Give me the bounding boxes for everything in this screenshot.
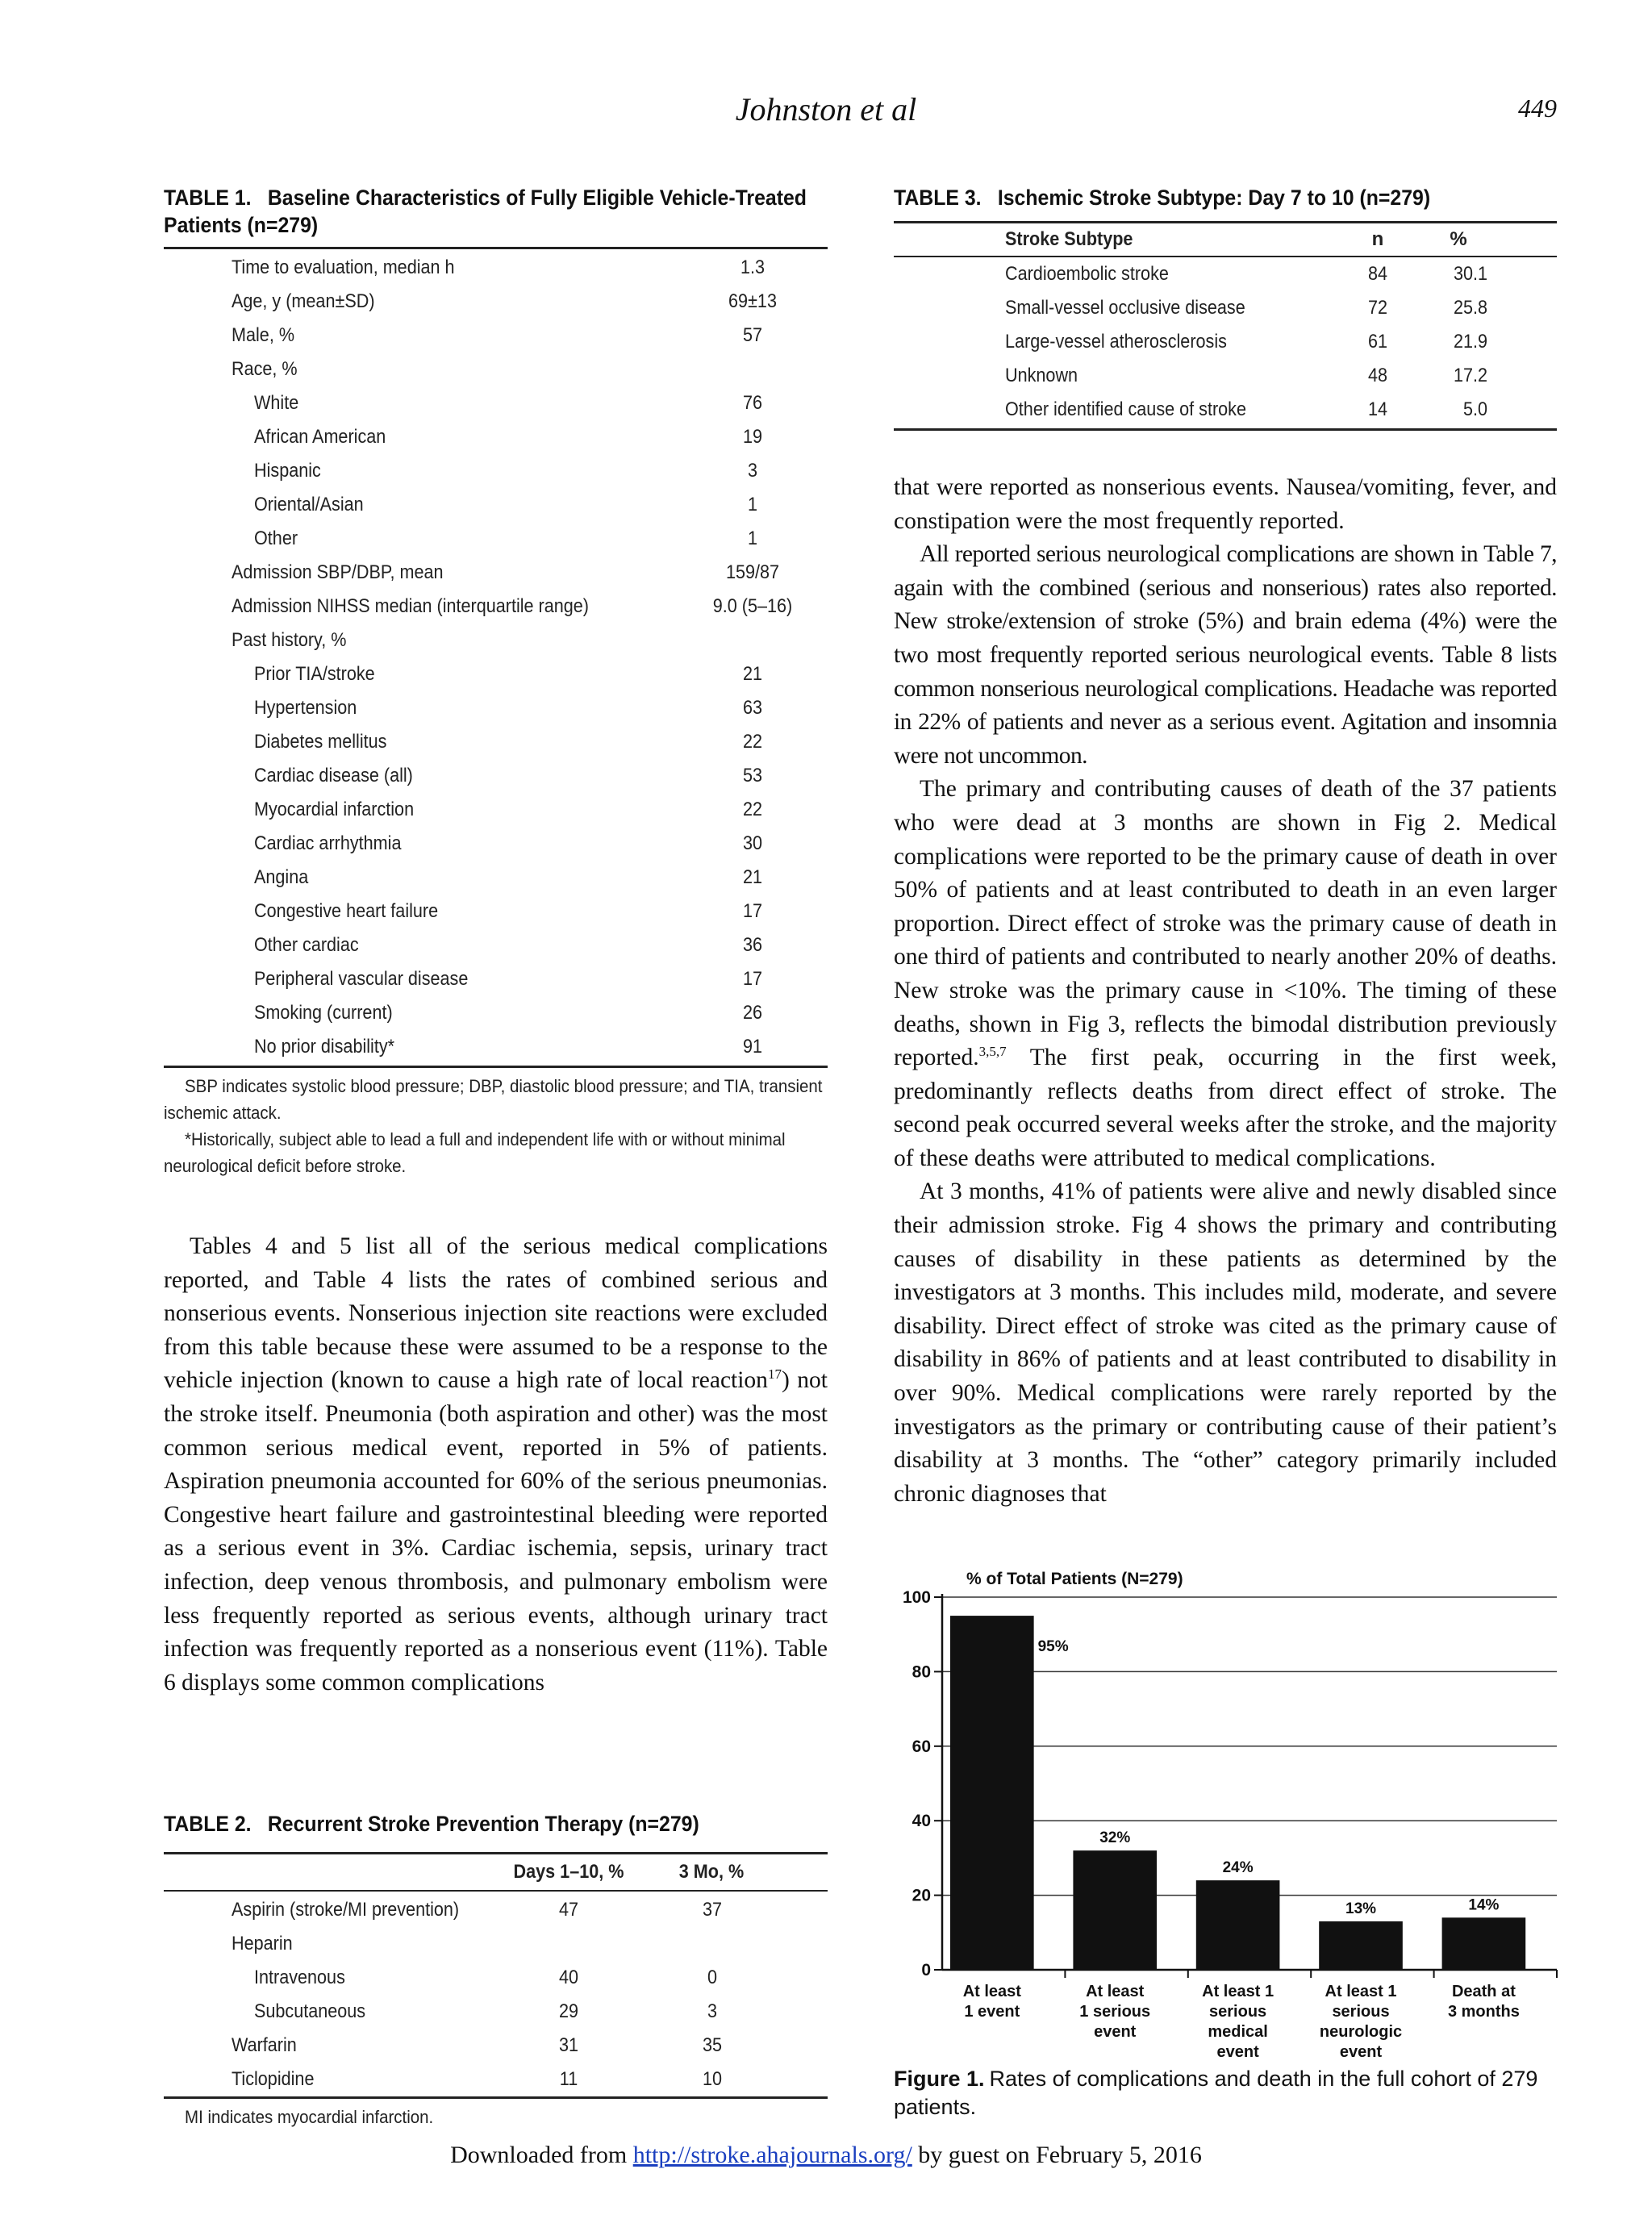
- table-1-row-label: Congestive heart failure: [254, 900, 439, 922]
- table-1-row-label: Diabetes mellitus: [254, 731, 387, 753]
- table-2-row-label: Aspirin (stroke/MI prevention): [232, 1899, 460, 1921]
- paragraph-neurological: All reported serious neurological complications are shown in Table 7, again with the combined (serious and nonserious) rates also reported. New stroke/extension of stroke (5%) and brain edema (4%) were the two most frequently reported serious neurological events. Table 8 lists common nonserious neurological complications. Headache was reported in 22% of patients and never as a serious event. Agitation and insomnia were not uncommon.: [894, 541, 1557, 769]
- y-tick-label: 20: [912, 1886, 931, 1905]
- paragraph-complications: Tables 4 and 5 list all of the serious medical complications reported, and Table 4 lists the rates of combined serious and nonserious events. Nonserious injection site reactions were excluded from this table because these were assumed to be a response to the vehicle injection (known to cause a high rate of local reaction$^{17}$) not the stroke itself. Pneumonia (both aspiration and other) was the most common serious medical event, reported in 5% of patients. Aspiration pneumonia accounted for 60% of the serious pneumonias. Congestive heart failure and gastrointestinal bleeding were reported as a serious event in 3%. Cardiac ischemia, sepsis, urinary tract infection, deep venous thrombosis, and pulmonary embolism were less frequently reported as serious events, although urinary tract infection was frequently reported as a nonserious event (11%). Table 6 displays some common complications: [164, 1233, 828, 1696]
- table-3-col-n: n: [1371, 228, 1384, 250]
- table-1-row-value: 22: [742, 799, 763, 820]
- bar: [1073, 1850, 1157, 1970]
- table-1-row: [164, 759, 828, 793]
- table-3-row-n: 84: [1367, 263, 1388, 285]
- table-1-row: [164, 319, 828, 352]
- table-1-row-label: Age, y (mean±SD): [232, 290, 375, 312]
- table-1-row-label: Race, %: [232, 358, 298, 380]
- x-category-label: serious: [1209, 2003, 1267, 2021]
- table-1-row-label: Prior TIA/stroke: [254, 663, 375, 685]
- table-1-row-value: 21: [742, 663, 763, 685]
- paragraph-nonserious: that were reported as nonserious events. Nausea/vomiting, fever, and constipation were the most frequently reported.: [894, 474, 1557, 534]
- table-2-row-3mo-value: 10: [702, 2068, 723, 2090]
- table-1-row: [164, 251, 828, 285]
- table-1-row: [164, 454, 828, 488]
- table-1-row: [164, 691, 828, 725]
- table-1-row: [164, 996, 828, 1030]
- table-1-row: [164, 827, 828, 861]
- table-1-title: Baseline Characteristics of Fully Eligible Vehicle-Treated Patients (n=279): [164, 186, 807, 237]
- paragraph-disability: At 3 months, 41% of patients were alive and newly disabled since their admission stroke. Fig 4 shows the primary and contributing causes of disability in these patients as determined by the investigators at 3 months. This includes mild, moderate, and severe disability. Direct effect of stroke was cited as the primary cause of disability in 86% of patients and at least contributed to disability in over 90%. Medical complications were rarely reported by the investigators as the primary or contributing cause of their patient’s disability at 3 months. The “other” category primarily included chronic diagnoses that: [894, 1178, 1557, 1507]
- bar: [1442, 1917, 1526, 1970]
- table-2-row: [164, 1961, 828, 1995]
- table-3-row-pct: 21.9: [1453, 331, 1487, 352]
- running-head: [0, 90, 1652, 139]
- table-1-row: [164, 624, 828, 657]
- table-1-row-label: Other cardiac: [254, 934, 359, 956]
- table-1-number: TABLE 1.: [164, 186, 252, 210]
- table-1-row: [164, 352, 828, 386]
- table-1-row-label: African American: [254, 426, 386, 448]
- table-3-row-label: Other identified cause of stroke: [1005, 398, 1246, 420]
- x-category-label: At least 1: [1202, 1983, 1274, 2000]
- x-category-label: 1 event: [964, 2003, 1020, 2021]
- left-body-text: [164, 1230, 828, 1700]
- table-1-row: [164, 928, 828, 962]
- bar: [1319, 1921, 1403, 1970]
- table-1-row: [164, 590, 828, 624]
- table-1-row-label: Cardiac arrhythmia: [254, 832, 402, 854]
- table-1-row-label: No prior disability*: [254, 1036, 395, 1057]
- table-2-header-row: [164, 1854, 828, 1890]
- table-3-row-label: Unknown: [1005, 365, 1078, 386]
- table-1-row-value: 91: [742, 1036, 763, 1057]
- table-3-row-n: 48: [1367, 365, 1388, 386]
- table-3-row-pct: 30.1: [1453, 263, 1487, 285]
- bar-data-label: 32%: [1099, 1829, 1131, 1847]
- table-1-row-value: 63: [742, 697, 763, 719]
- table-1-row-value: 19: [742, 426, 763, 448]
- table-1-row: [164, 657, 828, 691]
- x-category-label: event: [1094, 2023, 1137, 2041]
- table-2-bottom-rule: [164, 2096, 828, 2099]
- y-tick-label: 80: [912, 1662, 931, 1682]
- table-3-row: [894, 291, 1557, 325]
- x-category-label: Death at: [1451, 1983, 1516, 2000]
- x-category-label: neurologic: [1319, 2023, 1403, 2041]
- running-head-author: Johnston et al: [735, 91, 917, 127]
- table-1-row: [164, 793, 828, 827]
- table-2-row-label: Ticlopidine: [232, 2068, 315, 2090]
- x-category-label: At least: [962, 1983, 1021, 2000]
- table-1-row: [164, 522, 828, 556]
- table-3-row: [894, 393, 1557, 427]
- table-2-row-label: Warfarin: [232, 2034, 297, 2056]
- x-category-label: At least: [1086, 1983, 1145, 2000]
- table-2-row-label: Heparin: [232, 1933, 293, 1954]
- table-1-row-label: Cardiac disease (all): [254, 765, 413, 786]
- figure-1-caption-text: Rates of complications and death in the full cohort of 279 patients.: [894, 2067, 1538, 2119]
- table-3-row-label: Large-vessel atherosclerosis: [1005, 331, 1227, 352]
- table-2-col-days: Days 1–10, %: [513, 1861, 624, 1883]
- bar-data-label: 95%: [1037, 1638, 1069, 1656]
- table-2-row: [164, 2029, 828, 2063]
- table-3-body: [894, 257, 1557, 427]
- x-category-label: serious: [1332, 2003, 1390, 2021]
- table-1-row-value: 1: [747, 494, 758, 515]
- table-3-title: Ischemic Stroke Subtype: Day 7 to 10 (n=279): [997, 186, 1431, 210]
- table-1-row-value: 76: [742, 392, 763, 414]
- table-3-caption: [894, 184, 1553, 211]
- table-2-row-3mo-value: 37: [702, 1899, 723, 1921]
- table-3-col-pct: %: [1450, 228, 1467, 250]
- table-1-row-value: 21: [742, 866, 763, 888]
- table-1-footnote-asterisk: *Historically, subject able to lead a full and independent life with or without minimal neurological deficit before stroke.: [164, 1129, 786, 1176]
- table-1-row-value: 159/87: [725, 561, 780, 583]
- table-1: [164, 184, 828, 1179]
- table-1-bottom-rule: [164, 1066, 828, 1068]
- table-3-row-n: 61: [1367, 331, 1388, 352]
- table-3-header-row: [894, 223, 1557, 256]
- y-tick-label: 0: [921, 1961, 931, 1979]
- table-1-row: [164, 386, 828, 420]
- y-tick-label: 40: [912, 1812, 931, 1831]
- x-category-label: event: [1339, 2043, 1383, 2059]
- table-1-footnote-abbrev: SBP indicates systolic blood pressure; DBP, diastolic blood pressure; and TIA, transient ischemic attack.: [164, 1076, 823, 1123]
- table-1-row-value: 69±13: [728, 290, 777, 312]
- y-tick-label: 60: [912, 1737, 931, 1756]
- figure-1-label: Figure 1.: [894, 2067, 985, 2091]
- table-3-number: TABLE 3.: [894, 186, 982, 210]
- table-2-body: [164, 1892, 828, 2096]
- table-2-number: TABLE 2.: [164, 1812, 252, 1836]
- journal-link[interactable]: http://stroke.ahajournals.org/: [632, 2142, 912, 2168]
- table-1-row: [164, 285, 828, 319]
- table-2-row-days-value: 47: [558, 1899, 579, 1921]
- x-category-label: 3 months: [1447, 2003, 1520, 2021]
- table-1-row-label: Hypertension: [254, 697, 357, 719]
- table-1-row-label: Time to evaluation, median h: [232, 257, 455, 278]
- table-2-caption: [164, 1810, 824, 1837]
- table-1-row-value: 17: [742, 900, 763, 922]
- table-1-row-label: Hispanic: [254, 460, 321, 482]
- table-2-row-days-value: 11: [559, 2068, 578, 2090]
- table-2-row: [164, 1927, 828, 1961]
- figure-1-caption: [894, 2065, 1557, 2121]
- table-1-row-value: 3: [747, 460, 758, 482]
- bar-data-label: 14%: [1468, 1896, 1500, 1914]
- bar: [1196, 1880, 1280, 1970]
- bar-data-label: 13%: [1345, 1900, 1377, 1917]
- table-1-row-value: 30: [742, 832, 763, 854]
- bar: [950, 1616, 1034, 1970]
- right-body-text: [894, 471, 1557, 1511]
- table-3-row-n: 14: [1367, 398, 1388, 420]
- x-category-label: At least 1: [1325, 1983, 1397, 2000]
- table-2-footnote: MI indicates myocardial infarction.: [185, 2107, 434, 2127]
- table-2-row: [164, 1995, 828, 2029]
- table-1-row: [164, 895, 828, 928]
- table-3-row: [894, 359, 1557, 393]
- table-2: [164, 1810, 828, 2130]
- bar-data-label: 24%: [1222, 1859, 1254, 1877]
- table-1-row-label: Past history, %: [232, 629, 347, 651]
- table-1-row-label: White: [254, 392, 299, 414]
- y-tick-label: 100: [902, 1588, 931, 1607]
- table-1-row-label: Angina: [254, 866, 309, 888]
- table-1-row: [164, 556, 828, 590]
- table-3-row-pct: 5.0: [1462, 398, 1487, 420]
- paragraph-death-causes: The primary and contributing causes of death of the 37 patients who were dead at 3 months are shown in Fig 2. Medical complications were reported to be the primary cause of death in over 50% of patients and at least contributed to death in an even larger proportion. Direct effect of stroke was the primary cause of death in one third of patients and contributed to nearly another 20% of deaths. New stroke was the primary cause in <10%. The timing of these deaths, shown in Fig 3, reflects the bimodal distribution previously reported.$^{3,5,7}$ The first peak, occurring in the first week, predominantly reflects deaths from direct effect of stroke. The second peak occurred several weeks after the stroke, and the majority of these deaths were attributed to medical complications.: [894, 776, 1557, 1171]
- table-1-row-value: 26: [742, 1002, 763, 1024]
- x-category-label: medical: [1208, 2023, 1268, 2041]
- table-1-row-label: Admission SBP/DBP, mean: [232, 561, 444, 583]
- table-1-row-value: 53: [742, 765, 763, 786]
- table-2-row-days-value: 40: [558, 1967, 579, 1988]
- table-3-row: [894, 257, 1557, 291]
- table-1-row-label: Myocardial infarction: [254, 799, 415, 820]
- table-3-row-pct: 25.8: [1453, 297, 1487, 319]
- table-3: [894, 184, 1557, 431]
- table-2-row-days-value: 31: [558, 2034, 579, 2056]
- table-1-row: [164, 420, 828, 454]
- table-1-row-value: 22: [742, 731, 763, 753]
- table-2-col-3mo: 3 Mo, %: [678, 1861, 745, 1883]
- table-1-row: [164, 861, 828, 895]
- table-1-row-label: Other: [254, 528, 298, 549]
- table-2-row-label: Intravenous: [254, 1967, 345, 1988]
- table-2-row: [164, 2063, 828, 2096]
- table-2-row-days-value: 29: [558, 2000, 579, 2022]
- table-1-row-value: 9.0 (5–16): [712, 595, 793, 617]
- table-3-row-label: Small-vessel occlusive disease: [1005, 297, 1245, 319]
- table-1-row-label: Male, %: [232, 324, 295, 346]
- table-2-row-label: Subcutaneous: [254, 2000, 366, 2022]
- table-3-col-subtype: Stroke Subtype: [1005, 228, 1133, 250]
- table-2-title: Recurrent Stroke Prevention Therapy (n=279): [267, 1812, 699, 1836]
- x-category-label: event: [1216, 2043, 1259, 2059]
- chart-title: % of Total Patients (N=279): [966, 1570, 1183, 1588]
- table-1-row-label: Smoking (current): [254, 1002, 393, 1024]
- table-2-row-3mo-value: 35: [702, 2034, 723, 2056]
- table-3-row-pct: 17.2: [1453, 365, 1487, 386]
- figure-1-chart: [894, 1558, 1563, 2059]
- table-1-row: [164, 962, 828, 996]
- table-3-row: [894, 325, 1557, 359]
- table-1-row-value: 17: [742, 968, 763, 990]
- table-1-caption: [164, 184, 824, 239]
- table-1-row-label: Admission NIHSS median (interquartile range): [232, 595, 589, 617]
- table-1-row-value: 36: [742, 934, 763, 956]
- table-1-row-value: 1: [747, 528, 758, 549]
- table-2-row-3mo-value: 3: [707, 2000, 718, 2022]
- right-column: [894, 184, 1557, 1511]
- download-footer: Downloaded from http://stroke.ahajournals.org/ by guest on February 5, 2016: [450, 2142, 1202, 2168]
- table-1-row: [164, 1030, 828, 1064]
- table-1-row: [164, 725, 828, 759]
- table-2-row-3mo-value: 0: [707, 1967, 718, 1988]
- x-category-label: 1 serious: [1079, 2003, 1151, 2021]
- table-1-row-label: Peripheral vascular disease: [254, 968, 469, 990]
- figure-1: [894, 1558, 1563, 2123]
- table-3-row-n: 72: [1367, 297, 1388, 319]
- table-1-row-value: 57: [742, 324, 763, 346]
- table-3-row-label: Cardioembolic stroke: [1005, 263, 1169, 285]
- table-1-row-value: 1.3: [740, 257, 766, 278]
- table-1-row: [164, 488, 828, 522]
- page-number: 449: [1518, 94, 1557, 123]
- table-1-body: [164, 249, 828, 1064]
- table-3-bottom-rule: [894, 428, 1557, 431]
- table-1-row-label: Oriental/Asian: [254, 494, 364, 515]
- left-column: [164, 184, 828, 2127]
- table-2-row: [164, 1893, 828, 1927]
